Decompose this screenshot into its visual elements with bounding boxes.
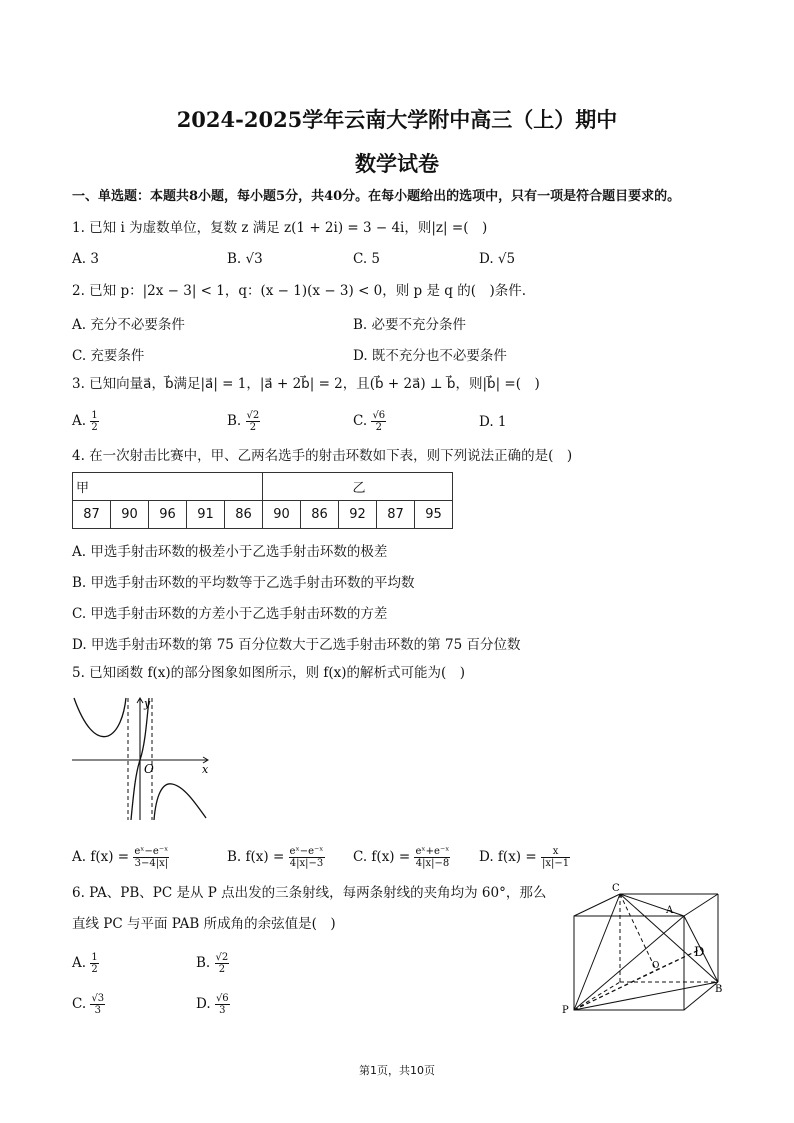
question-1-stem: 1. 已知 i 为虚数单位，复数 z 满足 z(1 + 2i) = 3 − 4i，则|z| =( ) — [72, 220, 488, 236]
page-title: 2024-2025学年云南大学附中高三（上）期中 — [176, 107, 618, 132]
table-cell: 87 — [73, 501, 111, 529]
q2-option-d: D. 既不充分也不必要条件 — [353, 348, 507, 364]
table-cell: 95 — [415, 501, 453, 529]
question-6-stem-line1: 6. PA、PB、PC 是从 P 点出发的三条射线，每两条射线的夹角均为 60°，那么 — [72, 885, 547, 901]
table-cell: 91 — [187, 501, 225, 529]
page-footer: 第1页，共10页 — [359, 1064, 435, 1077]
question-4-stem: 4. 在一次射击比赛中，甲、乙两名选手的射击环数如下表，则下列说法正确的是( ) — [72, 448, 573, 464]
question-2-stem: 2. 已知 p：|2x − 3| < 1，q：(x − 1)(x − 3) < 0，则 p 是 q 的( )条件. — [72, 283, 527, 299]
table-cell: 96 — [149, 501, 187, 529]
cube-label-c: C — [612, 883, 620, 894]
table-cell: 90 — [263, 501, 301, 529]
q1-option-a: A. 3 — [72, 251, 99, 267]
cube-label-d: D — [694, 945, 705, 960]
q3-option-b: B. $\frac{√2}{2}$ — [227, 410, 260, 433]
q6-option-a: A. $\frac{1}{2}$ — [72, 952, 98, 975]
q1-option-b: B. √3 — [227, 251, 263, 267]
table-cell: 92 — [339, 501, 377, 529]
table-cell: 90 — [111, 501, 149, 529]
q3-option-d: D. 1 — [479, 414, 507, 430]
q4-option-c: C. 甲选手射击环数的方差小于乙选手射击环数的方差 — [72, 606, 388, 622]
table-row — [73, 501, 453, 529]
cube-figure — [560, 880, 730, 1020]
q3-option-a: A. $\frac{1}{2}$ — [72, 410, 98, 433]
q5-option-c: C. f(x) = $\frac{\text{eˣ+e⁻ˣ}}{4|x|-8}$ — [353, 846, 450, 869]
table-cell: 87 — [377, 501, 415, 529]
q6-option-d: D. $\frac{√6}{3}$ — [196, 993, 229, 1016]
q6-option-c: C. $\frac{√3}{3}$ — [72, 993, 105, 1016]
q5-option-b: B. f(x) = $\frac{\text{eˣ−e⁻ˣ}}{4|x|-3}$ — [227, 846, 324, 869]
q4-option-b: B. 甲选手射击环数的平均数等于乙选手射击环数的平均数 — [72, 575, 415, 591]
score-table — [72, 472, 453, 529]
table-cell: 86 — [301, 501, 339, 529]
page-subtitle: 数学试卷 — [355, 151, 439, 176]
q2-option-a: A. 充分不必要条件 — [72, 317, 185, 333]
table-header-b: 乙 — [263, 473, 453, 501]
q4-option-d: D. 甲选手射击环数的第 75 百分位数大于乙选手射击环数的第 75 百分位数 — [72, 637, 521, 653]
section-heading: 一、单选题：本题共8小题，每小题5分，共40分。在每小题给出的选项中，只有一项是符合题目要求的。 — [72, 189, 681, 204]
table-header-a: 甲 — [73, 473, 263, 501]
q2-option-b: B. 必要不充分条件 — [353, 317, 467, 333]
q2-option-c: C. 充要条件 — [72, 348, 145, 364]
cube-label-a: A — [666, 905, 674, 916]
cube-label-b: B — [715, 984, 723, 995]
cube-label-p: P — [562, 1005, 569, 1016]
graph-x-label: x — [202, 763, 209, 776]
q6-option-b: B. $\frac{√2}{2}$ — [196, 952, 229, 975]
question-5-stem: 5. 已知函数 f(x)的部分图象如图所示，则 f(x)的解析式可能为( ) — [72, 665, 466, 681]
table-cell: 86 — [225, 501, 263, 529]
question-3-stem: 3. 已知向量a⃗，b⃗满足|a⃗| = 1，|a⃗ + 2b⃗| = 2，且(b⃗ + 2a⃗) ⊥ b⃗，则|b⃗| =( ) — [72, 376, 540, 392]
q3-option-c: C. $\frac{√6}{2}$ — [353, 410, 386, 433]
cube-label-o: O — [652, 961, 660, 971]
q5-option-a: A. f(x) = $\frac{\text{eˣ−e⁻ˣ}}{3-4|x|}$ — [72, 846, 169, 869]
graph-origin-label: O — [144, 762, 154, 776]
q1-option-d: D. √5 — [479, 251, 516, 267]
q4-option-a: A. 甲选手射击环数的极差小于乙选手射击环数的极差 — [72, 544, 388, 560]
question-6-stem-line2: 直线 PC 与平面 PAB 所成角的余弦值是( ) — [72, 916, 336, 932]
graph-y-label: y — [144, 697, 151, 710]
q1-option-c: C. 5 — [353, 251, 381, 267]
q5-option-d: D. f(x) = $\frac{x}{|x|-1}$ — [479, 846, 570, 869]
function-graph — [70, 692, 215, 822]
